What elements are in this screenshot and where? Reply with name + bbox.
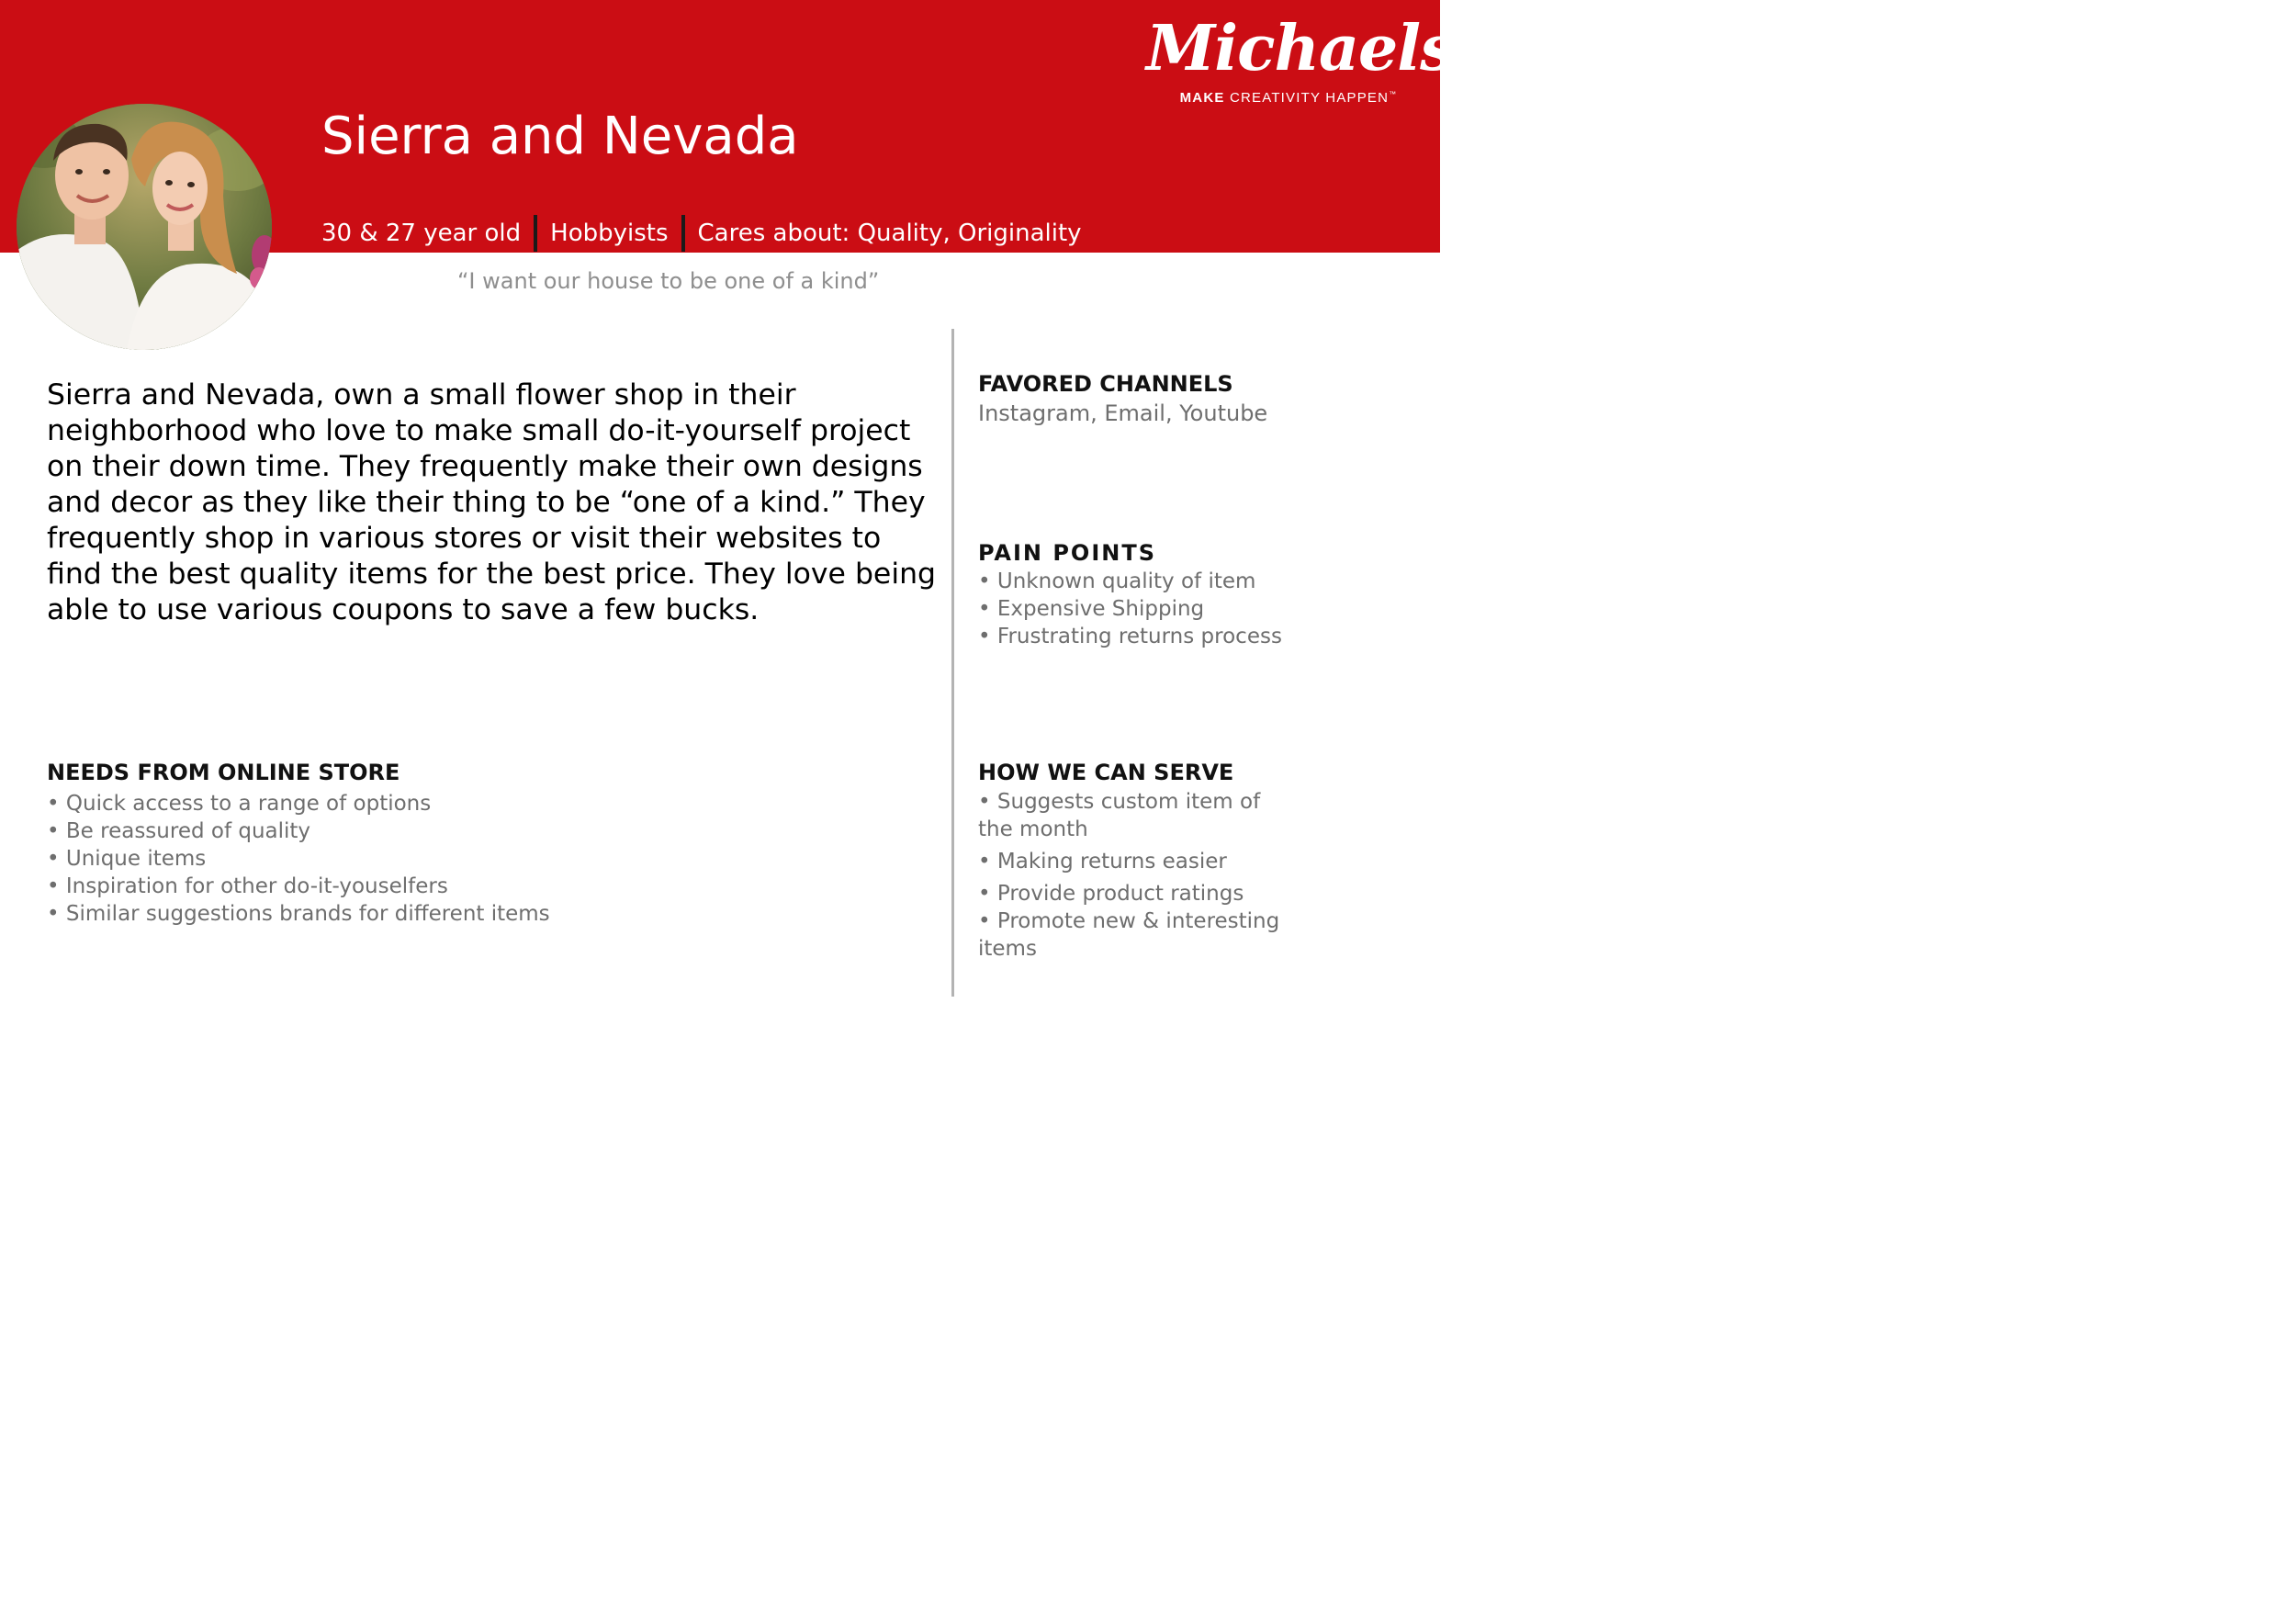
trademark-mark: ™ bbox=[1389, 90, 1398, 98]
list-item: • Similar suggestions brands for different items bbox=[47, 900, 550, 928]
tagline-rest: CREATIVITY HAPPEN bbox=[1229, 90, 1390, 106]
list-item: • Suggests custom item of the month bbox=[978, 788, 1295, 843]
persona-bio: Sierra and Nevada, own a small flower shop in their neighborhood who love to make small do-it-yourself project on their down time. They frequently make their own designs and decor as they like their thing to be “one of a kind.” They frequently shop in various stores or visit their websites to find the best quality items for the best price. They love being able to use various coupons to save a few bucks. bbox=[47, 378, 937, 626]
meta-divider bbox=[534, 215, 537, 252]
persona-name: Sierra and Nevada bbox=[321, 107, 799, 166]
meta-divider bbox=[681, 215, 685, 252]
channels-text: Instagram, Email, Youtube bbox=[978, 400, 1268, 426]
list-item: • Frustrating returns process bbox=[978, 623, 1282, 650]
list-item: • Inspiration for other do-it-youselfers bbox=[47, 873, 550, 900]
serve-list bbox=[978, 788, 1295, 963]
persona-cares: Cares about: Quality, Originality bbox=[697, 220, 1082, 247]
michaels-logo bbox=[1146, 7, 1455, 110]
column-divider bbox=[951, 329, 954, 997]
list-item: • Expensive Shipping bbox=[978, 595, 1282, 623]
logo-tagline bbox=[1146, 90, 1431, 106]
list-item: • Be reassured of quality bbox=[47, 817, 550, 845]
needs-title: NEEDS FROM ONLINE STORE bbox=[47, 760, 400, 785]
list-item: • Quick access to a range of options bbox=[47, 790, 550, 817]
serve-title: HOW WE CAN SERVE bbox=[978, 760, 1234, 785]
tagline-make: MAKE bbox=[1179, 90, 1225, 106]
pain-points-list bbox=[978, 568, 1282, 650]
channels-title: FAVORED CHANNELS bbox=[978, 371, 1233, 397]
persona-role: Hobbyists bbox=[550, 220, 669, 247]
pain-points-title: PAIN POINTS bbox=[978, 540, 1156, 566]
list-item: • Making returns easier bbox=[978, 848, 1295, 875]
logo-wordmark: Michaels bbox=[1146, 12, 1455, 85]
list-item: • Unique items bbox=[47, 845, 550, 873]
persona-photo bbox=[17, 104, 272, 350]
list-item: • Provide product ratings bbox=[978, 880, 1295, 907]
persona-meta bbox=[321, 215, 1082, 252]
persona-age: 30 & 27 year old bbox=[321, 220, 522, 247]
list-item: • Unknown quality of item bbox=[978, 568, 1282, 595]
couple-photo-illustration bbox=[17, 104, 272, 350]
list-item: • Promote new & interesting items bbox=[978, 907, 1295, 963]
needs-list bbox=[47, 790, 550, 928]
persona-quote: “I want our house to be one of a kind” bbox=[457, 268, 880, 294]
